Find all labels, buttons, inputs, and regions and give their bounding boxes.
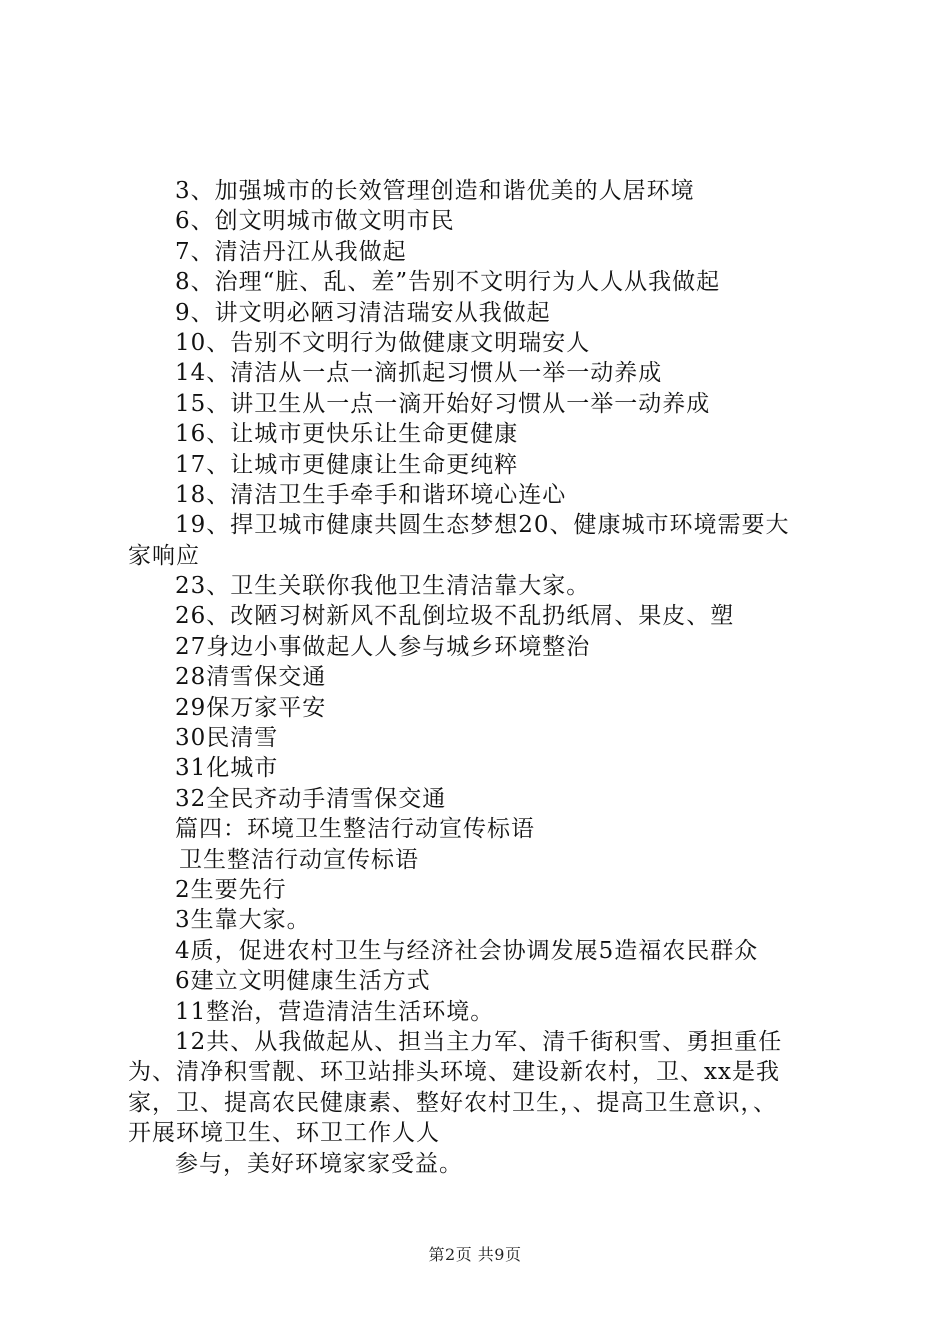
text-line: 29保万家平安	[175, 694, 327, 721]
paragraph-12-line2: 为、清净积雪靓、环卫站排头环境、建设新农村，卫、xx是我	[128, 1059, 780, 1086]
section-heading: 篇四：环境卫生整洁行动宣传标语	[175, 816, 535, 843]
text-line: 6、创文明城市做文明市民	[175, 208, 455, 235]
text-line: 27身边小事做起人人参与城乡环境整治	[175, 633, 591, 660]
text-line: 7、清洁丹江从我做起	[175, 238, 407, 265]
text-line: 23、卫生关联你我他卫生清洁靠大家。	[175, 573, 591, 600]
text-line: 18、清洁卫生手牵手和谐环境心连心	[175, 481, 567, 508]
text-line: 28清雪保交通	[175, 664, 327, 691]
paragraph-12-line3: 家，卫、提高农民健康素、整好农村卫生，、提高卫生意识，、	[128, 1089, 777, 1116]
text-line: 2生要先行	[175, 876, 287, 903]
text-line: 32全民齐动手清雪保交通	[175, 785, 447, 812]
text-line: 10、告别不文明行为做健康文明瑞安人	[175, 329, 591, 356]
section-subtitle: 卫生整洁行动宣传标语	[179, 846, 419, 873]
paragraph-12-line4: 开展环境卫生、环卫工作人人	[128, 1120, 440, 1147]
text-line: 16、让城市更快乐让生命更健康	[175, 421, 519, 448]
paragraph-19-line1: 19、捍卫城市健康共圆生态梦想20、健康城市环境需要大	[175, 512, 790, 539]
paragraph-19-line2: 家响应	[128, 542, 200, 569]
text-line: 3生靠大家。	[175, 907, 311, 934]
text-line: 6建立文明健康生活方式	[175, 968, 431, 995]
text-line: 26、改陋习树新风不乱倒垃圾不乱扔纸屑、果皮、塑	[175, 603, 735, 630]
text-line: 3、加强城市的长效管理创造和谐优美的人居环境	[175, 178, 695, 204]
paragraph-12-line1: 12共、从我做起从、担当主力军、清千街积雪、勇担重任	[175, 1028, 783, 1055]
text-line: 15、讲卫生从一点一滴开始好习惯从一举一动养成	[175, 390, 711, 417]
text-line: 8、治理“脏、乱、差”告别不文明行为人人从我做起	[175, 269, 721, 296]
document-body	[128, 176, 840, 1179]
text-line: 参与，美好环境家家受益。	[175, 1150, 463, 1177]
text-line: 9、讲文明必陋习清洁瑞安从我做起	[175, 299, 551, 326]
text-line: 14、清洁从一点一滴抓起习惯从一举一动养成	[175, 360, 663, 387]
text-line: 30民清雪	[175, 725, 279, 752]
text-line: 17、让城市更健康让生命更纯粹	[175, 451, 519, 478]
page-footer: 第2页 共9页	[428, 1245, 522, 1264]
text-line: 31化城市	[175, 755, 279, 782]
text-line: 4质，促进农村卫生与经济社会协调发展5造福农民群众	[175, 937, 759, 964]
text-line: 11整治，营造清洁生活环境。	[175, 998, 495, 1025]
